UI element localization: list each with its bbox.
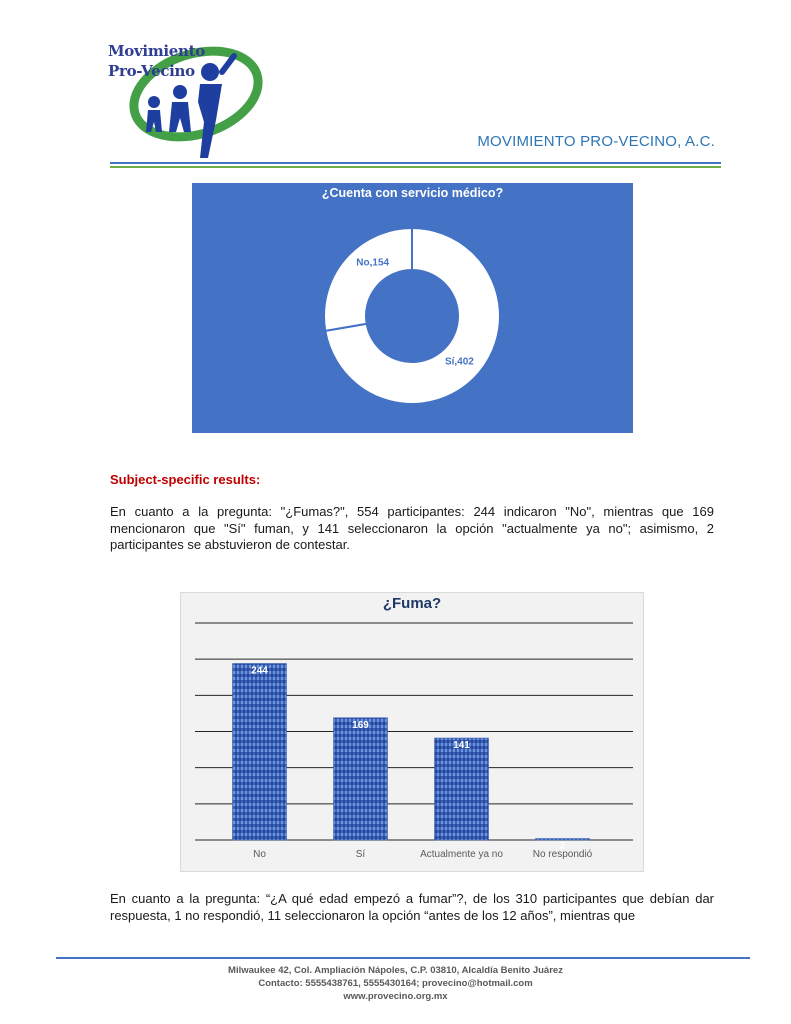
logo xyxy=(104,32,264,160)
bar-2 xyxy=(435,738,489,840)
footer-website: www.provecino.org.mx xyxy=(343,991,448,1002)
donut-slice-no xyxy=(324,228,412,331)
x-tick-label: No xyxy=(253,849,266,860)
bar-0 xyxy=(233,664,287,840)
logo-text-line1: Movimiento xyxy=(108,42,205,60)
donut-chart xyxy=(192,183,633,433)
section-subheading: Subject-specific results: xyxy=(110,472,261,487)
footer-address: Milwaukee 42, Col. Ampliación Nápoles, C.P. 03810, Alcaldía Benito Juárez xyxy=(228,965,563,976)
bar-chart-canvas xyxy=(181,593,645,873)
organization-name: MOVIMIENTO PRO-VECINO, A.C. xyxy=(477,133,715,150)
footer-divider xyxy=(56,957,750,959)
x-tick-label: Sí xyxy=(355,849,366,860)
x-tick-label: Actualmente ya no xyxy=(420,849,503,860)
paragraph-age-started: En cuanto a la pregunta: “¿A qué edad empezó a fumar”?, de los 310 participantes que debían dar respuesta, 1 no respondió, 11 seleccionaron la opción “antes de los 12 años”, mientras que xyxy=(110,891,714,923)
bar-data-label: 141 xyxy=(453,740,470,752)
bar-data-label: 2 xyxy=(559,840,566,852)
donut-chart-canvas xyxy=(192,183,633,433)
bar-1 xyxy=(334,718,388,840)
bar-data-label: 169 xyxy=(352,719,369,731)
footer xyxy=(0,964,791,1003)
header-divider-green xyxy=(110,166,721,168)
donut-chart-title: ¿Cuenta con servicio médico? xyxy=(321,186,504,200)
bar-chart xyxy=(180,592,644,872)
bar-chart-title: ¿Fuma? xyxy=(382,595,442,612)
header-divider-blue xyxy=(110,162,721,164)
bar-data-label: 244 xyxy=(251,665,268,677)
x-tick-label: No respondió xyxy=(532,849,593,860)
donut-data-label: Sí,402 xyxy=(444,356,474,368)
footer-contact: Contacto: 5555438761, 5555430164; provecino@hotmail.com xyxy=(258,978,533,989)
paragraph-smoking-results: En cuanto a la pregunta: "¿Fumas?", 554 participantes: 244 indicaron "No", mientras que 169 mencionaron que "Sí" fuman, y 141 seleccionaron la opción "actualmente ya no"; asimismo, 2 participantes se abstuvieron de contestar. xyxy=(110,504,714,552)
logo-text-line2: Pro-Vecino xyxy=(108,62,195,80)
donut-data-label: No,154 xyxy=(356,257,390,269)
